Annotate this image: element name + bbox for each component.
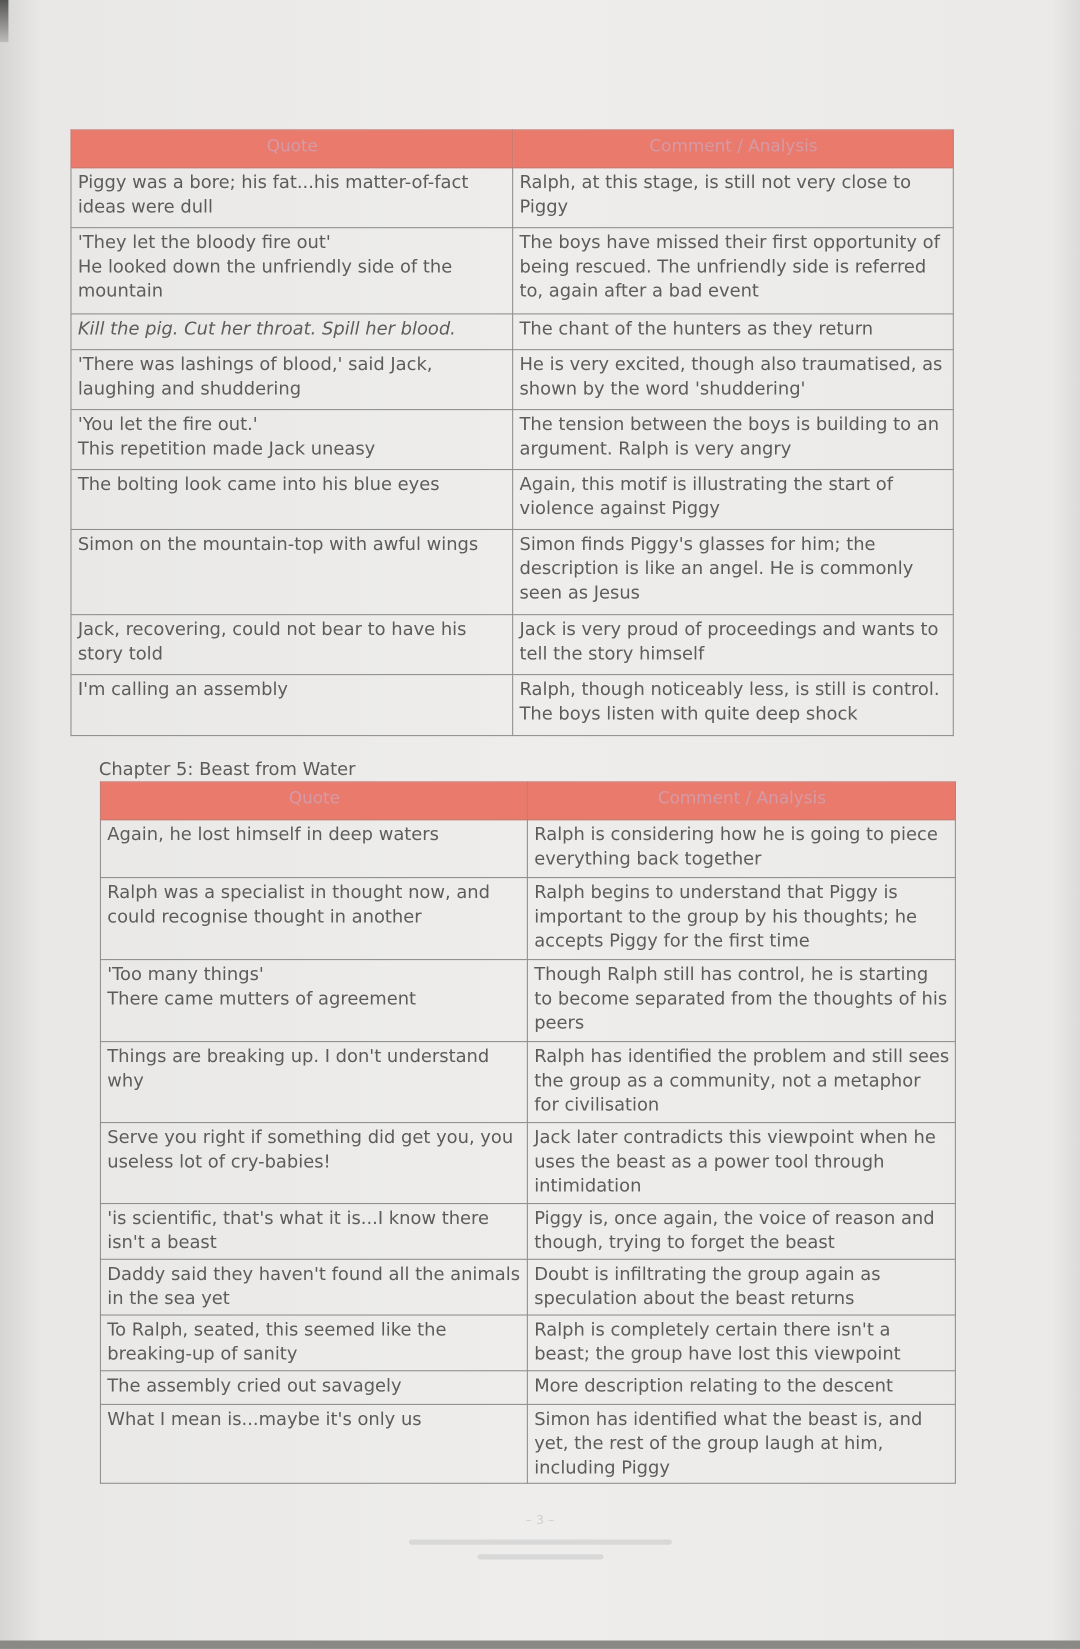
analysis-cell: Again, this motif is illustrating the start of violence against Piggy [513,470,954,530]
analysis-cell: Jack later contradicts this viewpoint when he uses the beast as a power tool through intimidation [527,1123,955,1204]
page-corner-shadow [0,0,8,42]
quote-cell: To Ralph, seated, this seemed like the breaking-up of sanity [100,1315,527,1371]
quote-cell: Again, he lost himself in deep waters [100,820,527,878]
quote-cell: Daddy said they haven't found all the animals in the sea yet [100,1259,527,1315]
table-row [100,1404,955,1483]
chapter4-quote-table [70,129,953,736]
analysis-cell: He is very excited, though also traumatised, as shown by the word 'shuddering' [513,350,954,410]
quote-cell: Piggy was a bore; his fat...his matter-of-fact ideas were dull [71,168,513,228]
quote-cell: Serve you right if something did get you, you useless lot of cry-babies! [100,1123,527,1204]
table-row [100,1204,955,1260]
table-row [71,615,953,675]
table-row [100,1371,955,1405]
analysis-cell: Ralph begins to understand that Piggy is important to the group by his thoughts; he accepts Piggy for the first time [527,878,955,960]
quote-cell: 'Too many things' There came mutters of agreement [100,960,527,1042]
analysis-cell: Ralph is considering how he is going to piece everything back together [527,820,955,878]
analysis-cell: The boys have missed their first opportunity of being rescued. The unfriendly side is referred to, again after a bad event [513,228,954,314]
quote-cell: Ralph was a specialist in thought now, and could recognise thought in another [100,878,527,960]
quote-cell: Jack, recovering, could not bear to have his story told [71,615,513,675]
analysis-cell: Doubt is infiltrating the group again as speculation about the beast returns [527,1259,955,1315]
analysis-cell: The tension between the boys is building to an argument. Ralph is very angry [513,410,954,470]
analysis-cell: Jack is very proud of proceedings and wants to tell the story himself [513,615,954,675]
analysis-cell: Piggy is, once again, the voice of reason and though, trying to forget the beast [527,1204,955,1260]
table-row [100,1042,955,1123]
analysis-cell: Ralph, at this stage, is still not very close to Piggy [513,168,954,228]
quote-cell: What I mean is...maybe it's only us [100,1404,527,1483]
table-row [71,314,953,350]
footer-faded-text [0,1533,1080,1548]
analysis-cell: Ralph, though noticeably less, is still is control. The boys listen with quite deep shock [513,675,954,736]
analysis-cell: Ralph has identified the problem and still sees the group as a community, not a metaphor for civilisation [527,1042,955,1123]
analysis-cell: The chant of the hunters as they return [513,314,954,350]
quote-cell: 'There was lashings of blood,' said Jack, laughing and shuddering [71,350,513,410]
chapter5-quote-table [100,781,956,1483]
table-row [100,1259,955,1315]
quote-cell: The assembly cried out savagely [100,1371,527,1405]
quote-cell: 'You let the fire out.' This repetition made Jack uneasy [71,410,513,470]
page-number: – 3 – [525,1512,555,1527]
table-row [71,350,953,410]
quote-cell: The bolting look came into his blue eyes [71,470,513,530]
analysis-cell: Simon has identified what the beast is, and yet, the rest of the group laugh at him, including Piggy [527,1404,955,1483]
column-header-analysis: Comment / Analysis [527,782,955,820]
analysis-cell: Ralph is completely certain there isn't a beast; the group have lost this viewpoint [527,1315,955,1371]
table-row [71,470,953,530]
analysis-cell: Though Ralph still has control, he is starting to become separated from the thoughts of his peers [527,960,955,1042]
table-row [71,410,953,470]
table-row [71,168,953,228]
column-header-analysis: Comment / Analysis [513,130,954,168]
table-row [100,878,955,960]
table-row [71,529,953,614]
analysis-cell: More description relating to the descent [527,1371,955,1405]
analysis-cell: Simon finds Piggy's glasses for him; the description is like an angel. He is commonly seen as Jesus [513,529,954,614]
table-row [71,228,953,314]
page-bottom-edge [0,1640,1080,1648]
quote-cell: Things are breaking up. I don't understand why [100,1042,527,1123]
quote-cell: Simon on the mountain-top with awful wings [71,529,513,614]
quote-cell: 'is scientific, that's what it is...I know there isn't a beast [100,1204,527,1260]
quote-cell: Kill the pig. Cut her throat. Spill her blood. [71,314,513,350]
quote-cell: 'They let the bloody fire out' He looked down the unfriendly side of the mountain [71,228,513,314]
table-row [100,1123,955,1204]
table-row [100,820,955,878]
table-row [71,675,953,736]
chapter-heading: Chapter 5: Beast from Water [98,759,356,781]
quote-cell: I'm calling an assembly [71,675,513,736]
table-row [100,1315,955,1371]
column-header-quote: Quote [100,782,527,820]
table-row [100,960,955,1042]
column-header-quote: Quote [71,130,513,168]
footer-faded-text [0,1548,1080,1563]
